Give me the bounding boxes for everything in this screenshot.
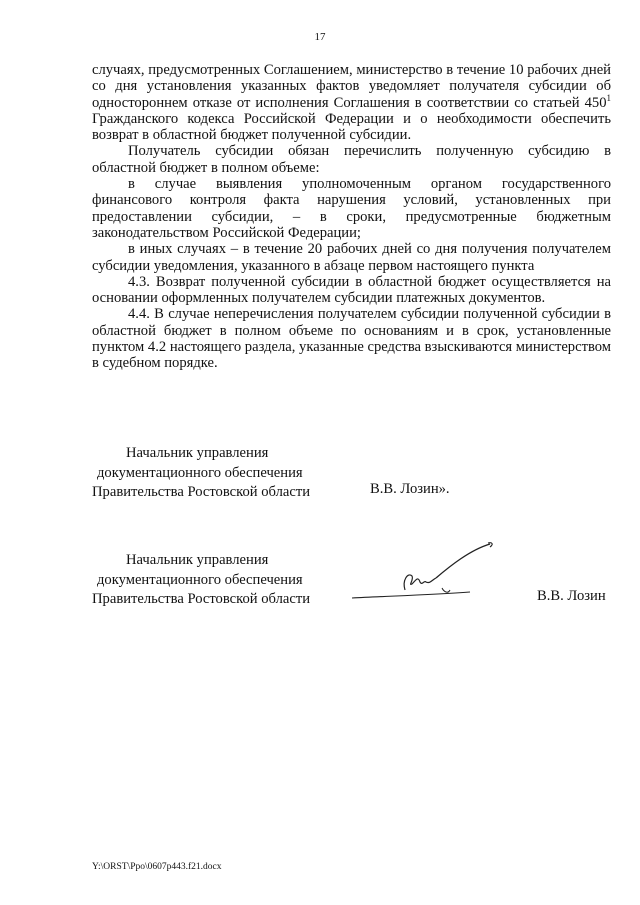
footer-file-path: Y:\ORST\Ppo\0607p443.f21.docx bbox=[92, 862, 222, 872]
title-line: Начальник управления bbox=[126, 445, 269, 461]
paragraph-4-4: 4.4. В случае неперечисления получателем субсидии полученной субсидии в областной бюджет в полном объеме по основаниям и в срок, установленные пунктом 4.2 настоящего раздела, указанные средства взыскиваются министерством в судебном порядке. bbox=[92, 306, 611, 372]
body-text bbox=[92, 62, 611, 372]
paragraph-continuation bbox=[92, 62, 611, 143]
signatory-name-2: В.В. Лозин bbox=[537, 588, 606, 604]
title-line: Начальник управления bbox=[126, 552, 269, 568]
paragraph-case-other: в иных случаях – в течение 20 рабочих дней со дня получения получателем субсидии уведомления, указанного в абзаце первом настоящего пункта bbox=[92, 241, 611, 274]
superscript: 1 bbox=[606, 92, 611, 103]
signatory-title-2 bbox=[92, 551, 310, 610]
paragraph-obligation: Получатель субсидии обязан перечислить полученную субсидию в областной бюджет в полном объеме: bbox=[92, 143, 611, 176]
paragraph-4-3: 4.3. Возврат полученной субсидии в областной бюджет осуществляется на основании оформленных получателем субсидии платежных документов. bbox=[92, 273, 611, 307]
signatory-name-1: В.В. Лозин». bbox=[370, 481, 450, 497]
title-line: Правительства Ростовской области bbox=[92, 484, 311, 500]
title-line: Правительства Ростовской области bbox=[92, 591, 311, 607]
paragraph-text: Гражданского кодекса Российской Федерации и о необходимости обеспечить возврат в областной бюджет полученной субсидии. bbox=[92, 110, 611, 144]
title-line: документационного обеспечения bbox=[97, 464, 303, 481]
paragraph-case-violation: в случае выявления уполномоченным органом государственного финансового контроля факта нарушения условий, установленных при предоставлении субсидии, – в сроки, предусмотренные бюджетным законодательством Российской Федерации; bbox=[92, 176, 611, 241]
title-line: документационного обеспечения bbox=[97, 571, 303, 588]
page-number: 17 bbox=[314, 31, 326, 43]
handwritten-signature bbox=[350, 540, 500, 605]
paragraph-text: случаях, предусмотренных Соглашением, министерство в течение 10 рабочих дней со дня установления указанных фактов уведомляет получателя субсидии об одностороннем отказе от исполнения Соглашения в соответствии со статьей 450 bbox=[92, 62, 611, 111]
signatory-title-1 bbox=[92, 444, 310, 503]
